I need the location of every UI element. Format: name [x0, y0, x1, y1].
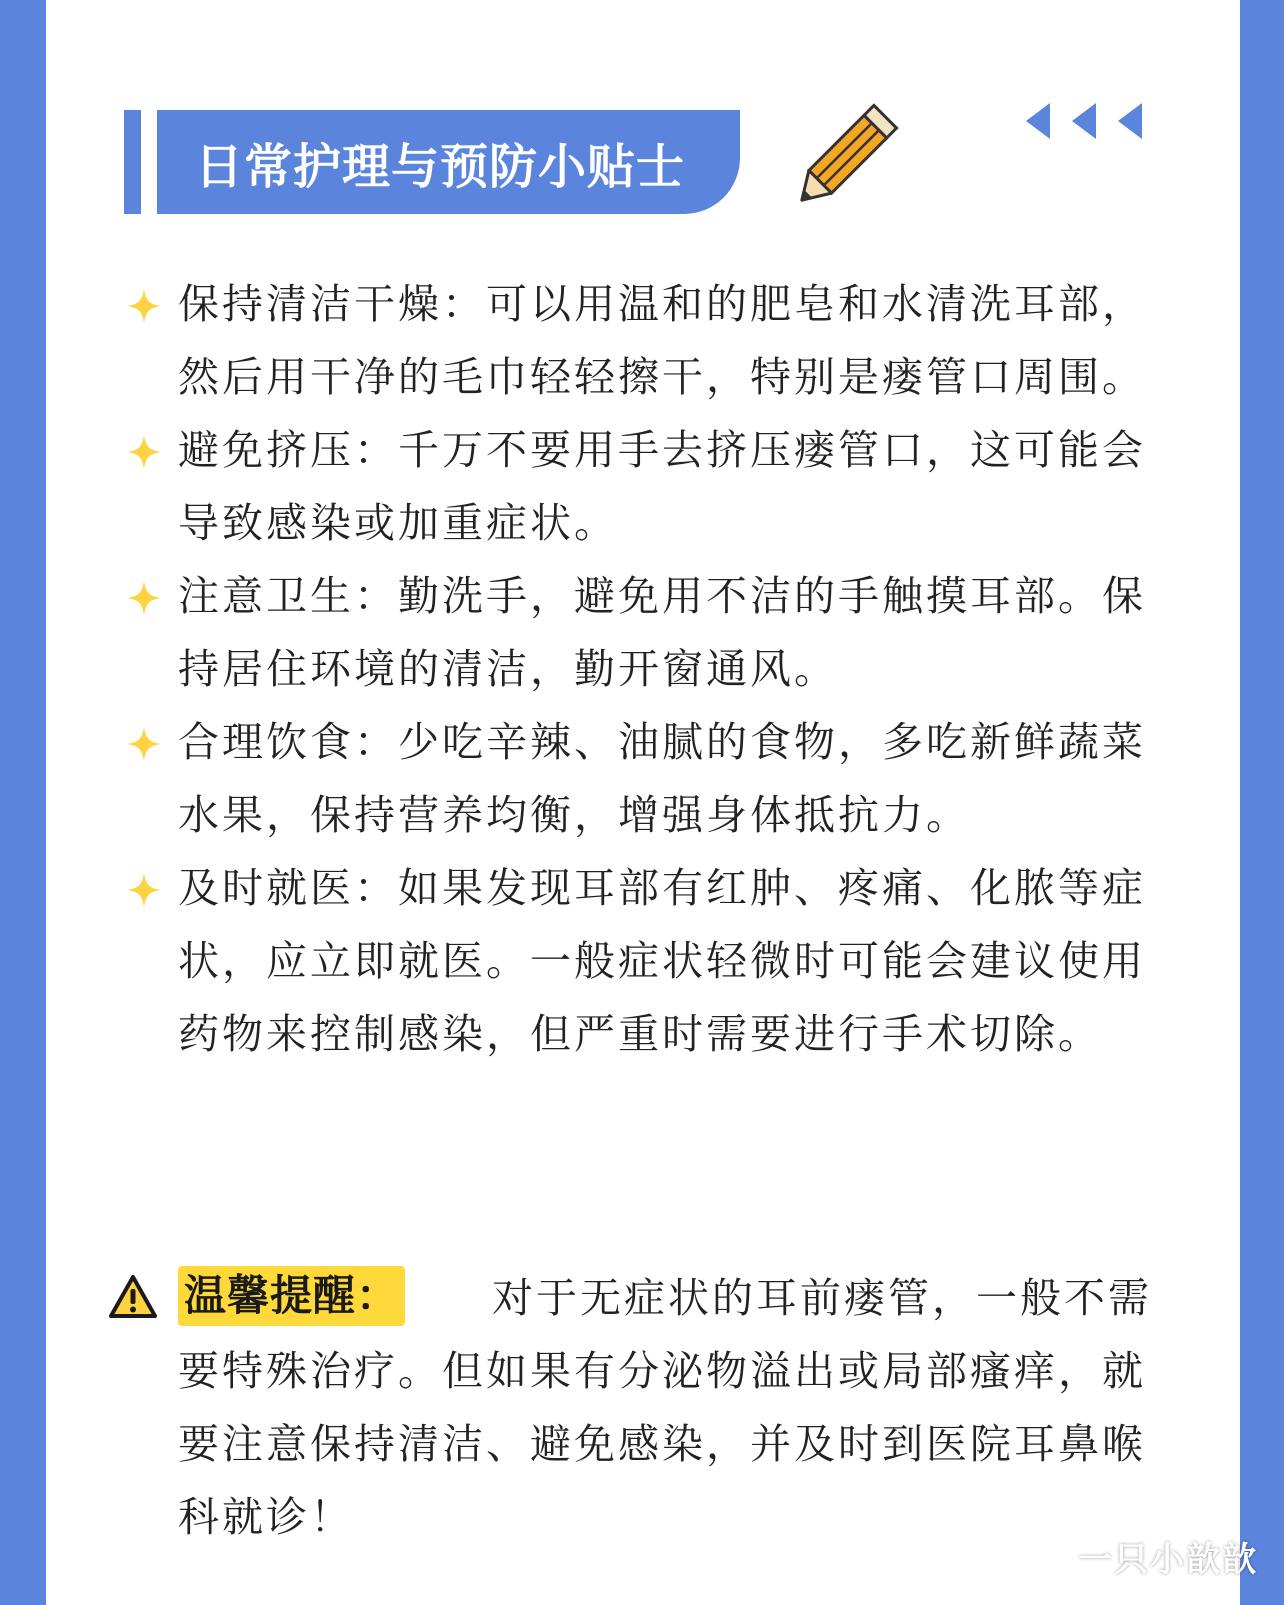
tip-text: [178, 414, 1186, 560]
watermark: 一只小歆歆: [1078, 1540, 1258, 1580]
tip-body: 少吃辛辣、油腻的食物，多吃新鲜蔬菜水果，保持营养均衡，增强身体抵抗力。: [178, 718, 1146, 839]
tip-body: 千万不要用手去挤压瘘管口，这可能会导致感染或加重症状。: [178, 426, 1146, 547]
reminder-section: [108, 1262, 1188, 1554]
tip-item: [126, 706, 1186, 852]
sparkle-star-icon: [126, 288, 162, 324]
tip-heading: 避免挤压：: [178, 426, 398, 474]
tip-text: [178, 560, 1186, 706]
tip-body: 如果发现耳部有红肿、疼痛、化脓等症状，应立即就医。一般症状轻微时可能会建议使用药物来控制感染，但严重时需要进行手术切除。: [178, 864, 1146, 1058]
sparkle-star-icon: [126, 726, 162, 762]
tip-item: [126, 414, 1186, 560]
reminder-label: 温馨提醒：: [178, 1266, 405, 1326]
page-title: 日常护理与预防小贴士: [195, 138, 686, 195]
tip-heading: 注意卫生：: [178, 572, 398, 620]
title-banner: [157, 110, 740, 214]
pencil-icon: [780, 100, 900, 225]
tip-text: [178, 852, 1186, 1071]
tip-heading: 保持清洁干燥：: [178, 280, 486, 328]
tip-body: 可以用温和的肥皂和水清洗耳部，然后用干净的毛巾轻轻擦干，特别是瘘管口周围。: [178, 280, 1146, 401]
reminder-text: 对于无症状的耳前瘘管，一般不需要特殊治疗。但如果有分泌物溢出或局部瘙痒，就要注意保持清洁、避免感染，并及时到医院耳鼻喉科就诊！: [178, 1274, 1152, 1541]
triple-left-arrow-icon: [1020, 100, 1160, 142]
tip-item: [126, 852, 1186, 1071]
tip-text: [178, 706, 1186, 852]
title-accent-bar: [124, 110, 141, 214]
sparkle-star-icon: [126, 434, 162, 470]
tip-text: [178, 268, 1186, 414]
tip-item: [126, 268, 1186, 414]
tip-heading: 合理饮食：: [178, 718, 398, 766]
tips-list: [126, 268, 1186, 1071]
tip-item: [126, 560, 1186, 706]
sparkle-star-icon: [126, 580, 162, 616]
tip-body: 勤洗手，避免用不洁的手触摸耳部。保持居住环境的清洁，勤开窗通风。: [178, 572, 1146, 693]
sparkle-star-icon: [126, 872, 162, 908]
tip-heading: 及时就医：: [178, 864, 398, 912]
warning-triangle-icon: [108, 1274, 158, 1320]
